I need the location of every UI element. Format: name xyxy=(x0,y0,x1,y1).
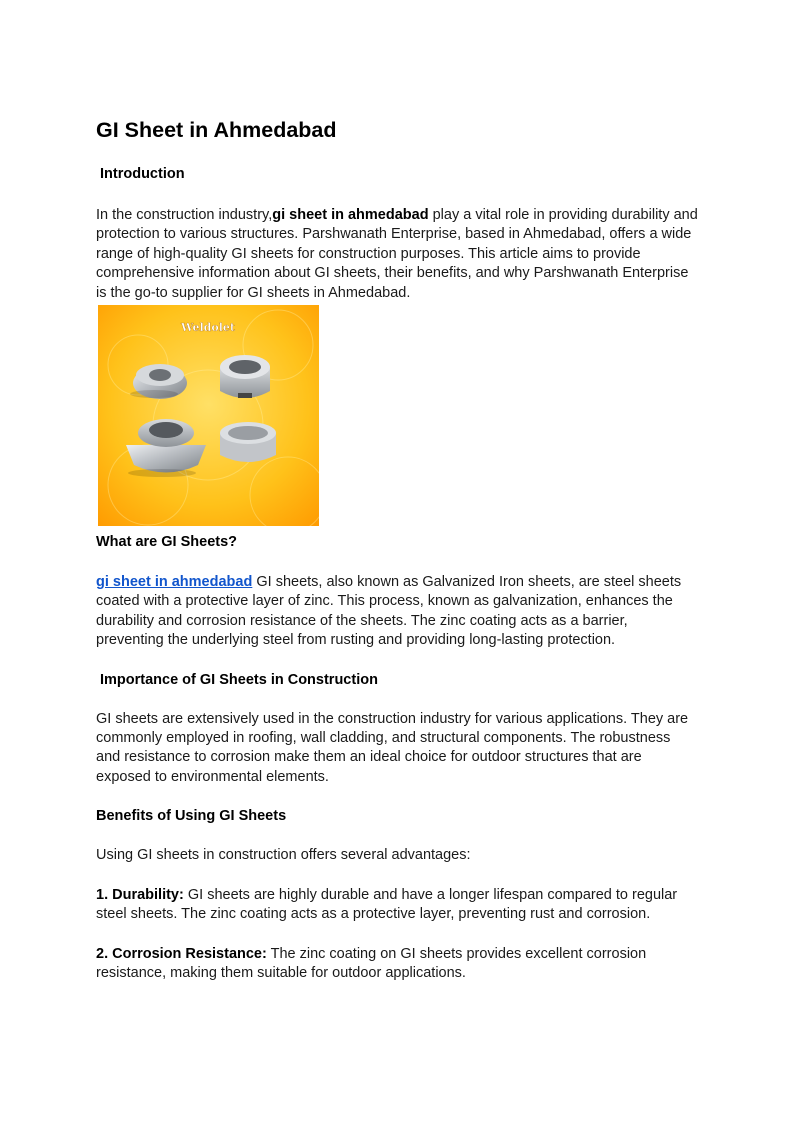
benefit-item-durability xyxy=(96,886,698,925)
heading-benefits: Benefits of Using GI Sheets xyxy=(96,808,287,825)
fitting-bottom-right xyxy=(220,422,276,462)
weldolet-product-image xyxy=(98,305,319,526)
heading-importance: Importance of GI Sheets in Construction xyxy=(100,671,378,688)
page-title: GI Sheet in Ahmedabad xyxy=(96,118,337,142)
fitting-top-right xyxy=(220,355,270,398)
benefit-label: 2. Corrosion Resistance: xyxy=(96,945,267,962)
benefit-item-corrosion xyxy=(96,945,698,984)
benefits-intro: Using GI sheets in construction offers several advantages: xyxy=(96,847,471,864)
figure-caption: Weldolet xyxy=(181,321,235,335)
what-paragraph xyxy=(96,573,698,651)
importance-paragraph: GI sheets are extensively used in the construction industry for various applications. They are commonly employed in roofing, wall cladding, and structural components. The robustness and resistance to corrosion make them an ideal choice for outdoor structures that are exposed to environmental elements. xyxy=(96,710,689,785)
intro-lead: In the construction industry, xyxy=(96,207,273,223)
benefit-text: GI sheets are highly durable and have a longer lifespan compared to regular steel sheets. The zinc coating acts as a protective layer, preventing rust and corrosion. xyxy=(96,886,678,923)
benefit-text: The zinc coating on GI sheets provides excellent corrosion resistance, making them suitable for outdoor applications. xyxy=(96,945,647,981)
intro-keyword: gi sheet in ahmedabad xyxy=(272,207,429,223)
intro-rest: play a vital role in providing durability and protection to various structures. Parshwanath Enterprise, based in Ahmedabad, offers a wide range of high-quality GI sheets for construction purposes. This article aims to provide comprehensive information about GI sheets, their benefits, and why Parshwanath Enterprise is the go-to supplier for GI sheets in Ahmedabad. xyxy=(96,207,698,301)
heading-introduction: Introduction xyxy=(100,166,185,182)
what-body: GI sheets, also known as Galvanized Iron sheets, are steel sheets coated with a protective layer of zinc. This process, known as galvanization, enhances the durability and corrosion resistance of the sheets. The zinc coating acts as a barrier, preventing the underlying steel from rusting and providing long-lasting protection. xyxy=(96,574,682,649)
gi-sheet-link[interactable]: gi sheet in ahmedabad xyxy=(96,574,253,591)
heading-what-are-gi-sheets: What are GI Sheets? xyxy=(96,534,238,551)
benefit-label: 1. Durability: xyxy=(96,886,184,903)
document-body xyxy=(96,116,698,983)
intro-paragraph xyxy=(96,206,698,303)
